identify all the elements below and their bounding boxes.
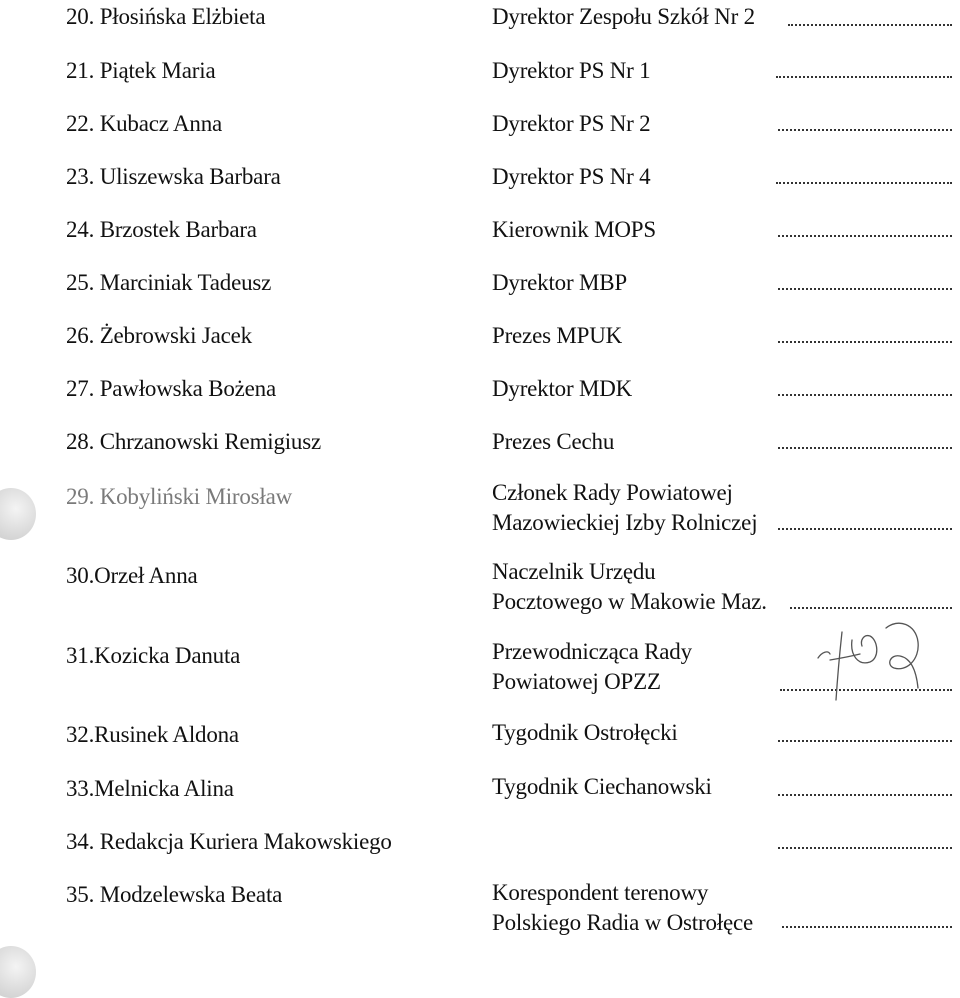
role-line: Dyrektor PS Nr 4 xyxy=(492,164,651,189)
role-line: Dyrektor MBP xyxy=(492,270,627,295)
person-role xyxy=(492,557,767,617)
role-line: Polskiego Radia w Ostrołęce xyxy=(492,910,753,935)
signature-dotted-line xyxy=(778,288,952,290)
role-line: Powiatowej OPZZ xyxy=(492,669,661,694)
role-line: Korespondent terenowy xyxy=(492,880,709,905)
role-line: Mazowieckiej Izby Rolniczej xyxy=(492,510,758,535)
person-name: 20. Płosińska Elżbieta xyxy=(66,4,266,29)
person-role xyxy=(492,109,650,139)
role-line: Dyrektor MDK xyxy=(492,376,633,401)
role-line: Naczelnik Urzędu xyxy=(492,559,656,584)
person-name: 28. Chrzanowski Remigiusz xyxy=(66,429,321,454)
role-line: Tygodnik Ostrołęcki xyxy=(492,720,678,745)
role-line: Dyrektor Zespołu Szkół Nr 2 xyxy=(492,4,755,29)
role-line: Pocztowego w Makowie Maz. xyxy=(492,589,767,614)
person-name: 34. Redakcja Kuriera Makowskiego xyxy=(66,829,392,854)
person-name: 24. Brzostek Barbara xyxy=(66,217,257,242)
role-line: Członek Rady Powiatowej xyxy=(492,480,733,505)
person-name: 30.Orzeł Anna xyxy=(66,563,198,588)
punch-hole-mark xyxy=(0,488,36,540)
person-name: 27. Pawłowska Bożena xyxy=(66,376,276,401)
person-name: 21. Piątek Maria xyxy=(66,58,216,83)
signature-dotted-line xyxy=(776,76,952,78)
person-role xyxy=(492,878,753,938)
person-role xyxy=(492,718,678,748)
person-name: 22. Kubacz Anna xyxy=(66,111,223,136)
signature-dotted-line xyxy=(778,740,952,742)
person-role xyxy=(492,215,656,245)
person-role xyxy=(492,2,755,32)
signature-dotted-line xyxy=(778,528,952,530)
person-role xyxy=(492,637,692,697)
signature-dotted-line xyxy=(778,394,952,396)
role-line: Dyrektor PS Nr 2 xyxy=(492,111,651,136)
handwritten-signature xyxy=(800,610,960,705)
role-line: Prezes Cechu xyxy=(492,429,615,454)
person-name: 25. Marciniak Tadeusz xyxy=(66,270,272,295)
person-role xyxy=(492,772,712,802)
person-role xyxy=(492,321,622,351)
person-role xyxy=(492,374,632,404)
person-role xyxy=(492,268,627,298)
signature-dotted-line xyxy=(782,926,952,928)
role-line: Tygodnik Ciechanowski xyxy=(492,774,712,799)
signature-dotted-line xyxy=(778,341,952,343)
role-line: Kierownik MOPS xyxy=(492,217,656,242)
person-name: 32.Rusinek Aldona xyxy=(66,722,239,747)
role-line: Przewodnicząca Rady xyxy=(492,639,692,664)
person-name: 35. Modzelewska Beata xyxy=(66,882,283,907)
signature-dotted-line xyxy=(778,129,952,131)
person-name: 26. Żebrowski Jacek xyxy=(66,323,252,348)
signature-dotted-line xyxy=(778,847,952,849)
person-role xyxy=(492,56,650,86)
signature-dotted-line xyxy=(778,794,952,796)
person-role xyxy=(492,162,650,192)
person-name: 29. Kobyliński Mirosław xyxy=(66,484,293,509)
person-name: 31.Kozicka Danuta xyxy=(66,643,241,668)
person-role xyxy=(492,427,614,457)
signature-dotted-line xyxy=(776,182,952,184)
signature-dotted-line xyxy=(788,24,952,26)
signature-dotted-line xyxy=(778,447,952,449)
person-name: 33.Melnicka Alina xyxy=(66,776,234,801)
role-line: Prezes MPUK xyxy=(492,323,623,348)
role-line: Dyrektor PS Nr 1 xyxy=(492,58,651,83)
signature-dotted-line xyxy=(790,607,952,609)
person-name: 23. Uliszewska Barbara xyxy=(66,164,281,189)
punch-hole-mark xyxy=(0,946,36,998)
person-role xyxy=(492,478,757,538)
signature-dotted-line xyxy=(778,235,952,237)
